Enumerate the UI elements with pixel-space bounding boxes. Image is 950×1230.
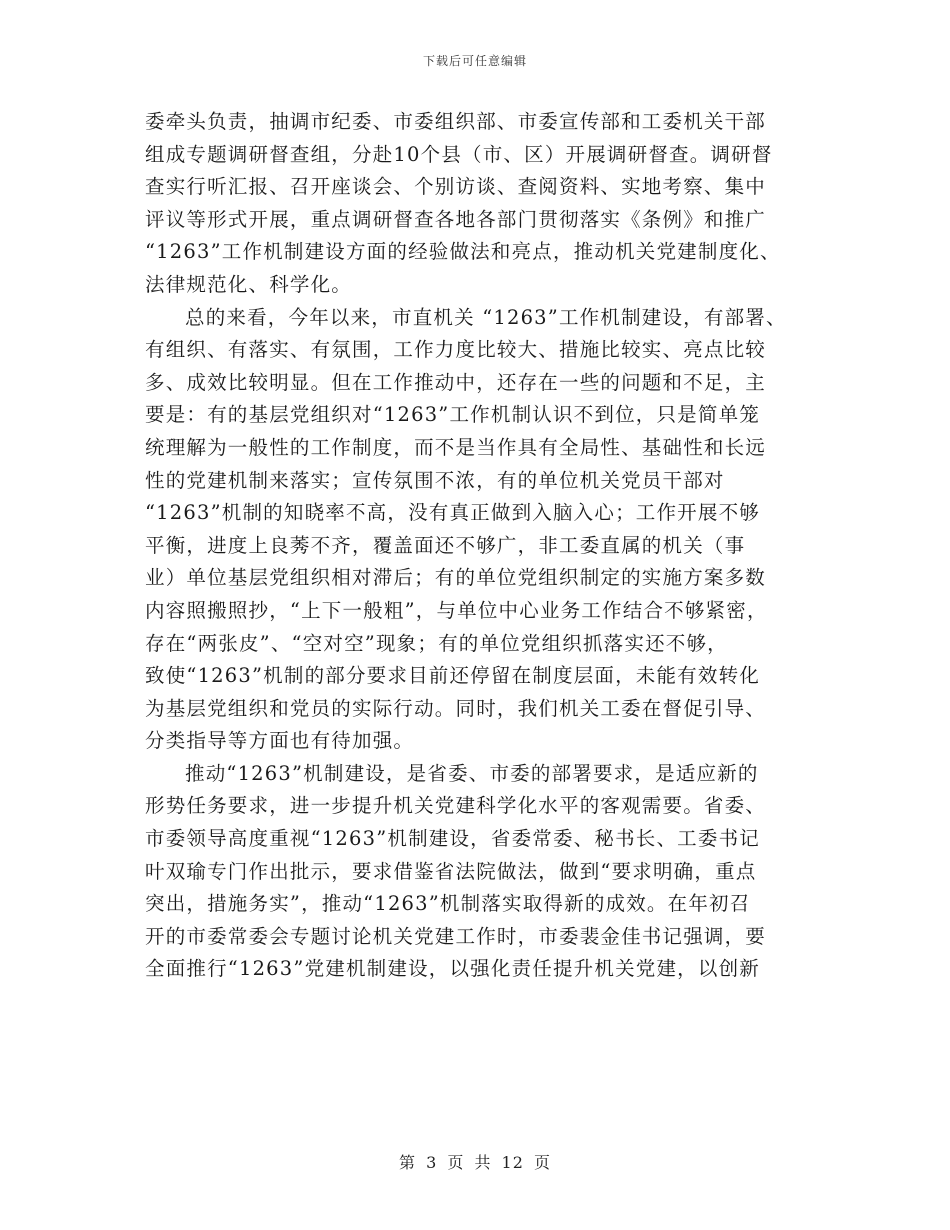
page-number-footer: 第 3 页 共 12 页 [399, 1153, 551, 1172]
header-note: 下载后可任意编辑 [422, 54, 527, 68]
text-line: 形势任务要求，进一步提升机关党建科学化水平的客观需要。省委、 [145, 794, 767, 818]
text-line: 有组织、有落实、有氛围，工作力度比较大、措施比较实、亮点比较 [145, 338, 767, 362]
text-line: 突出，措施务实”，推动“1263”机制落实取得新的成效。在年初召 [145, 892, 751, 916]
text-line: 开的市委常委会专题讨论机关党建工作时，市委裴金佳书记强调，要 [145, 924, 767, 948]
paragraph-start-line: 推动“1263”机制建设，是省委、市委的部署要求，是适应新的 [185, 761, 759, 785]
text-line: 全面推行“1263”党建机制建设，以强化责任提升机关党建，以创新 [145, 957, 760, 981]
text-line: 委牵头负责，抽调市纪委、市委组织部、市委宣传部和工委机关干部 [145, 110, 767, 133]
text-line: 内容照搬照抄，“上下一般粗”，与单位中心业务工作结合不够紧密， [145, 598, 768, 622]
text-line: 查实行听汇报、召开座谈会、个别访谈、查阅资料、实地考察、集中 [145, 175, 767, 199]
text-line: 致使“1263”机制的部分要求目前还停留在制度层面，未能有效转化 [145, 664, 760, 688]
text-line: 性的党建机制来落实；宣传氛围不浓，有的单位机关党员干部对 [145, 468, 725, 492]
text-line: 分类指导等方面也有待加强。 [145, 729, 415, 753]
text-line: 多、成效比较明显。但在工作推动中，还存在一些的问题和不足，主 [145, 370, 767, 394]
text-line: 法律规范化、科学化。 [145, 272, 353, 296]
text-line: 存在“两张皮”、“空对空”现象；有的单位党组织抓落实还不够， [145, 631, 728, 655]
text-line: 组成专题调研督查组，分赴10个县（市、区）开展调研督查。调研督 [145, 142, 773, 166]
text-line: 平衡，进度上良莠不齐，覆盖面还不够广，非工委直属的机关（事 [145, 533, 746, 557]
body-text [145, 106, 805, 986]
text-line: 叶双瑜专门作出批示，要求借鉴省法院做法，做到“要求明确，重点 [145, 859, 757, 883]
paragraph-start-line: 总的来看，今年以来，市直机关 “1263”工作机制建设，有部署、 [185, 305, 787, 329]
text-line: “1263”机制的知晓率不高，没有真正做到入脑入心；工作开展不够 [145, 501, 760, 525]
text-line: 要是：有的基层党组织对“1263”工作机制认识不到位，只是简单笼 [145, 403, 760, 427]
text-line: 统理解为一般性的工作制度，而不是当作具有全局性、基础性和长远 [145, 435, 767, 459]
text-line: 评议等形式开展，重点调研督查各地各部门贯彻落实《条例》和推广 [145, 207, 767, 231]
text-line: 为基层党组织和党员的实际行动。同时，我们机关工委在督促引导、 [145, 696, 767, 720]
text-line: 业）单位基层党组织相对滞后；有的单位党组织制定的实施方案多数 [145, 566, 767, 590]
text-line: 市委领导高度重视“1263”机制建设，省委常委、秘书长、工委书记 [145, 827, 760, 851]
text-line: “1263”工作机制建设方面的经验做法和亮点，推动机关党建制度化、 [145, 240, 781, 264]
